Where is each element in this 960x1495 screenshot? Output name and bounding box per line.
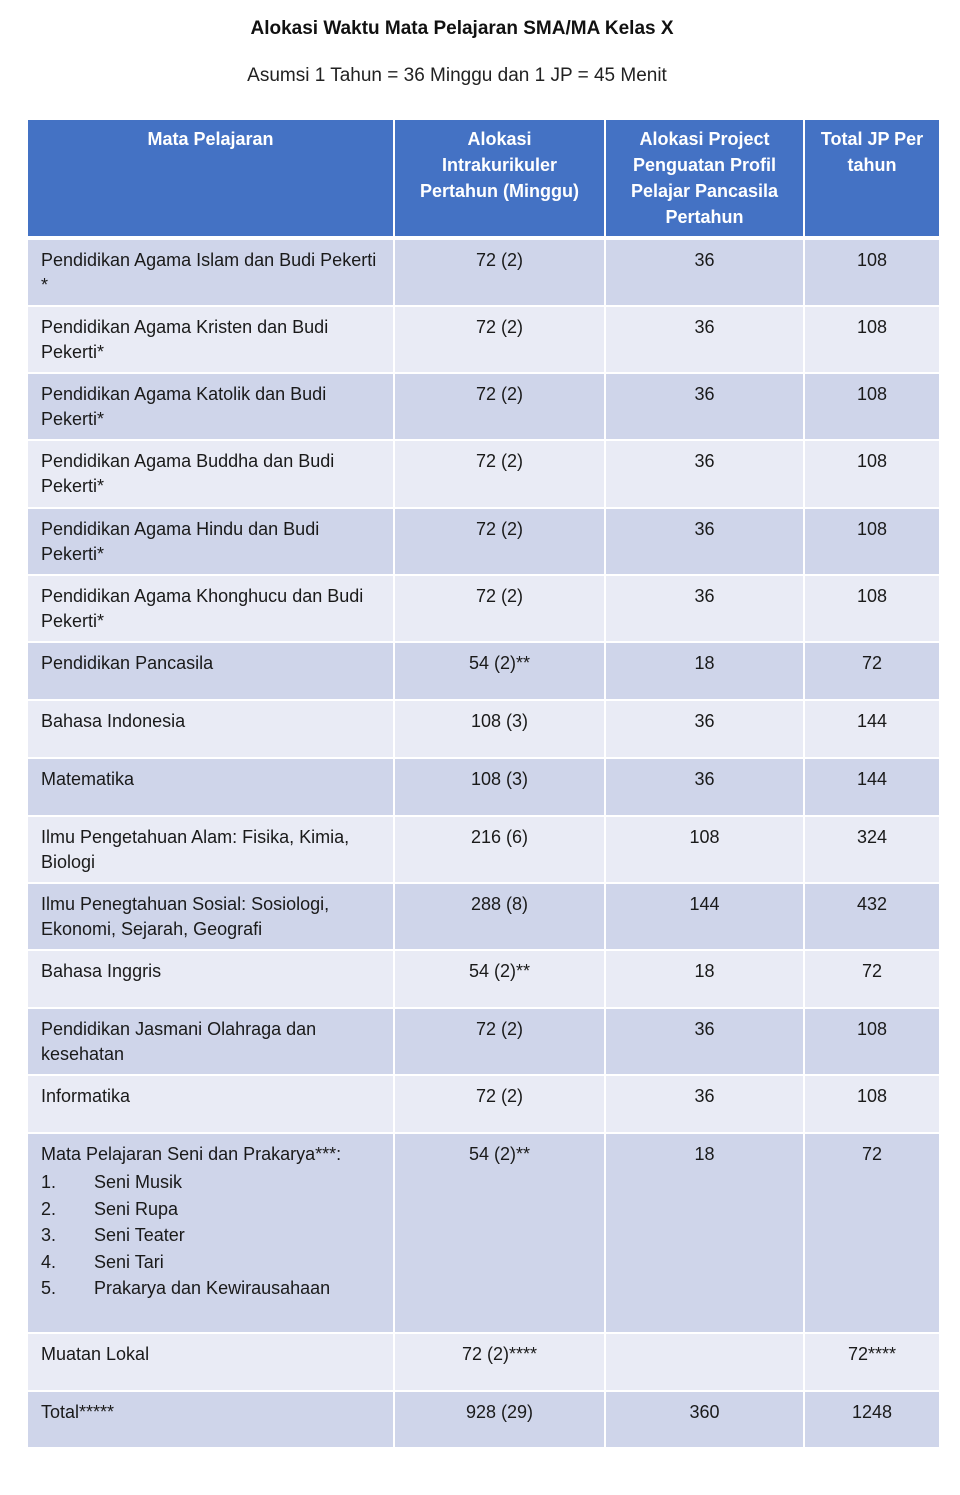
cell-total: 432 [804, 883, 940, 950]
table-row [27, 883, 940, 950]
list-text: Seni Teater [94, 1225, 185, 1245]
header-intrakurikuler: Alokasi Intrakurikuler Pertahun (Minggu) [394, 119, 605, 238]
table-row [27, 950, 940, 1008]
cell-subject-seni [27, 1133, 394, 1333]
cell-subject: Pendidikan Agama Kristen dan Budi Pekerti* [27, 306, 394, 373]
cell-total: 108 [804, 373, 940, 440]
table-row-total [27, 1391, 940, 1448]
cell-intrakurikuler: 72 (2) [394, 1075, 605, 1133]
cell-subject: Bahasa Indonesia [27, 700, 394, 758]
cell-intrakurikuler: 72 (2) [394, 508, 605, 575]
table-row [27, 440, 940, 508]
cell-subject: Matematika [27, 758, 394, 816]
cell-intrakurikuler: 72 (2) [394, 1008, 605, 1075]
cell-subject: Ilmu Pengetahuan Alam: Fisika, Kimia, Biologi [27, 816, 394, 883]
table-row [27, 1133, 940, 1333]
header-subject: Mata Pelajaran [27, 119, 394, 238]
cell-total: 108 [804, 575, 940, 642]
list-item [41, 1196, 387, 1223]
cell-subject: Pendidikan Agama Khonghucu dan Budi Pekerti* [27, 575, 394, 642]
cell-subject: Pendidikan Agama Katolik dan Budi Pekerti* [27, 373, 394, 440]
allocation-table [26, 118, 941, 1449]
cell-subject: Bahasa Inggris [27, 950, 394, 1008]
table-row [27, 575, 940, 642]
header-total-jp: Total JP Per tahun [804, 119, 940, 238]
table-row [27, 1075, 940, 1133]
table-row [27, 1008, 940, 1075]
cell-subject: Pendidikan Agama Hindu dan Budi Pekerti* [27, 508, 394, 575]
list-item [41, 1169, 387, 1196]
cell-total: 72 [804, 1133, 940, 1333]
cell-intrakurikuler: 108 (3) [394, 758, 605, 816]
cell-intrakurikuler: 72 (2)**** [394, 1333, 605, 1391]
cell-project [605, 1333, 804, 1391]
cell-total: 72**** [804, 1333, 940, 1391]
cell-total: 108 [804, 508, 940, 575]
cell-total: 144 [804, 758, 940, 816]
list-number: 3. [41, 1225, 57, 1245]
cell-project: 144 [605, 883, 804, 950]
table-row [27, 238, 940, 306]
list-text: Seni Tari [94, 1251, 164, 1272]
table-row [27, 816, 940, 883]
cell-intrakurikuler: 54 (2)** [394, 950, 605, 1008]
cell-project: 360 [605, 1391, 804, 1448]
seni-prakarya-heading: Mata Pelajaran Seni dan Prakarya***: [41, 1144, 342, 1164]
table-row [27, 508, 940, 575]
table-row [27, 306, 940, 373]
cell-project: 18 [605, 1133, 804, 1333]
cell-project: 108 [605, 816, 804, 883]
cell-subject: Pendidikan Agama Islam dan Budi Pekerti * [27, 238, 394, 306]
cell-intrakurikuler: 108 (3) [394, 700, 605, 758]
cell-subject: Pendidikan Agama Buddha dan Budi Pekerti* [27, 440, 394, 508]
cell-total: 144 [804, 700, 940, 758]
cell-project: 36 [605, 508, 804, 575]
cell-total: 108 [804, 1075, 940, 1133]
cell-project: 36 [605, 575, 804, 642]
table-row [27, 373, 940, 440]
list-number: 5. [41, 1278, 57, 1298]
cell-total: 108 [804, 440, 940, 508]
cell-intrakurikuler: 928 (29) [394, 1391, 605, 1448]
table-row [27, 642, 940, 700]
cell-subject: Pendidikan Jasmani Olahraga dan kesehatan [27, 1008, 394, 1075]
list-item [41, 1275, 387, 1302]
cell-intrakurikuler: 72 (2) [394, 440, 605, 508]
cell-subject: Muatan Lokal [27, 1333, 394, 1391]
cell-intrakurikuler: 72 (2) [394, 306, 605, 373]
cell-project: 36 [605, 373, 804, 440]
cell-total: 324 [804, 816, 940, 883]
list-text: Seni Rupa [94, 1198, 179, 1219]
list-item [41, 1222, 387, 1249]
cell-project: 18 [605, 950, 804, 1008]
page-title: Alokasi Waktu Mata Pelajaran SMA/MA Kelas X [250, 18, 674, 39]
cell-project: 36 [605, 700, 804, 758]
cell-total: 1248 [804, 1391, 940, 1448]
cell-total: 108 [804, 306, 940, 373]
cell-project: 36 [605, 238, 804, 306]
cell-project: 36 [605, 1075, 804, 1133]
cell-total: 72 [804, 950, 940, 1008]
page-subtitle: Asumsi 1 Tahun = 36 Minggu dan 1 JP = 45 Menit [247, 65, 667, 86]
cell-intrakurikuler: 216 (6) [394, 816, 605, 883]
cell-intrakurikuler: 72 (2) [394, 373, 605, 440]
cell-intrakurikuler: 72 (2) [394, 575, 605, 642]
list-text: Prakarya dan Kewirausahaan [94, 1278, 331, 1298]
list-number: 1. [41, 1172, 57, 1192]
cell-subject: Total***** [27, 1391, 394, 1448]
list-item [41, 1249, 387, 1276]
cell-total: 72 [804, 642, 940, 700]
cell-intrakurikuler: 72 (2) [394, 238, 605, 306]
cell-total: 108 [804, 238, 940, 306]
table-header-row [27, 119, 940, 238]
list-number: 2. [41, 1198, 57, 1219]
cell-subject: Informatika [27, 1075, 394, 1133]
table-row [27, 700, 940, 758]
cell-project: 36 [605, 306, 804, 373]
cell-project: 18 [605, 642, 804, 700]
cell-total: 108 [804, 1008, 940, 1075]
cell-intrakurikuler: 288 (8) [394, 883, 605, 950]
cell-project: 36 [605, 1008, 804, 1075]
list-text: Seni Musik [94, 1172, 183, 1192]
cell-intrakurikuler: 54 (2)** [394, 642, 605, 700]
table-row [27, 1333, 940, 1391]
header-project: Alokasi Project Penguatan Profil Pelajar Pancasila Pertahun [605, 119, 804, 238]
table-row [27, 758, 940, 816]
list-number: 4. [41, 1251, 57, 1272]
cell-subject: Ilmu Penegtahuan Sosial: Sosiologi, Ekonomi, Sejarah, Geografi [27, 883, 394, 950]
cell-project: 36 [605, 758, 804, 816]
cell-intrakurikuler: 54 (2)** [394, 1133, 605, 1333]
cell-subject: Pendidikan Pancasila [27, 642, 394, 700]
cell-project: 36 [605, 440, 804, 508]
seni-prakarya-list [41, 1169, 387, 1302]
